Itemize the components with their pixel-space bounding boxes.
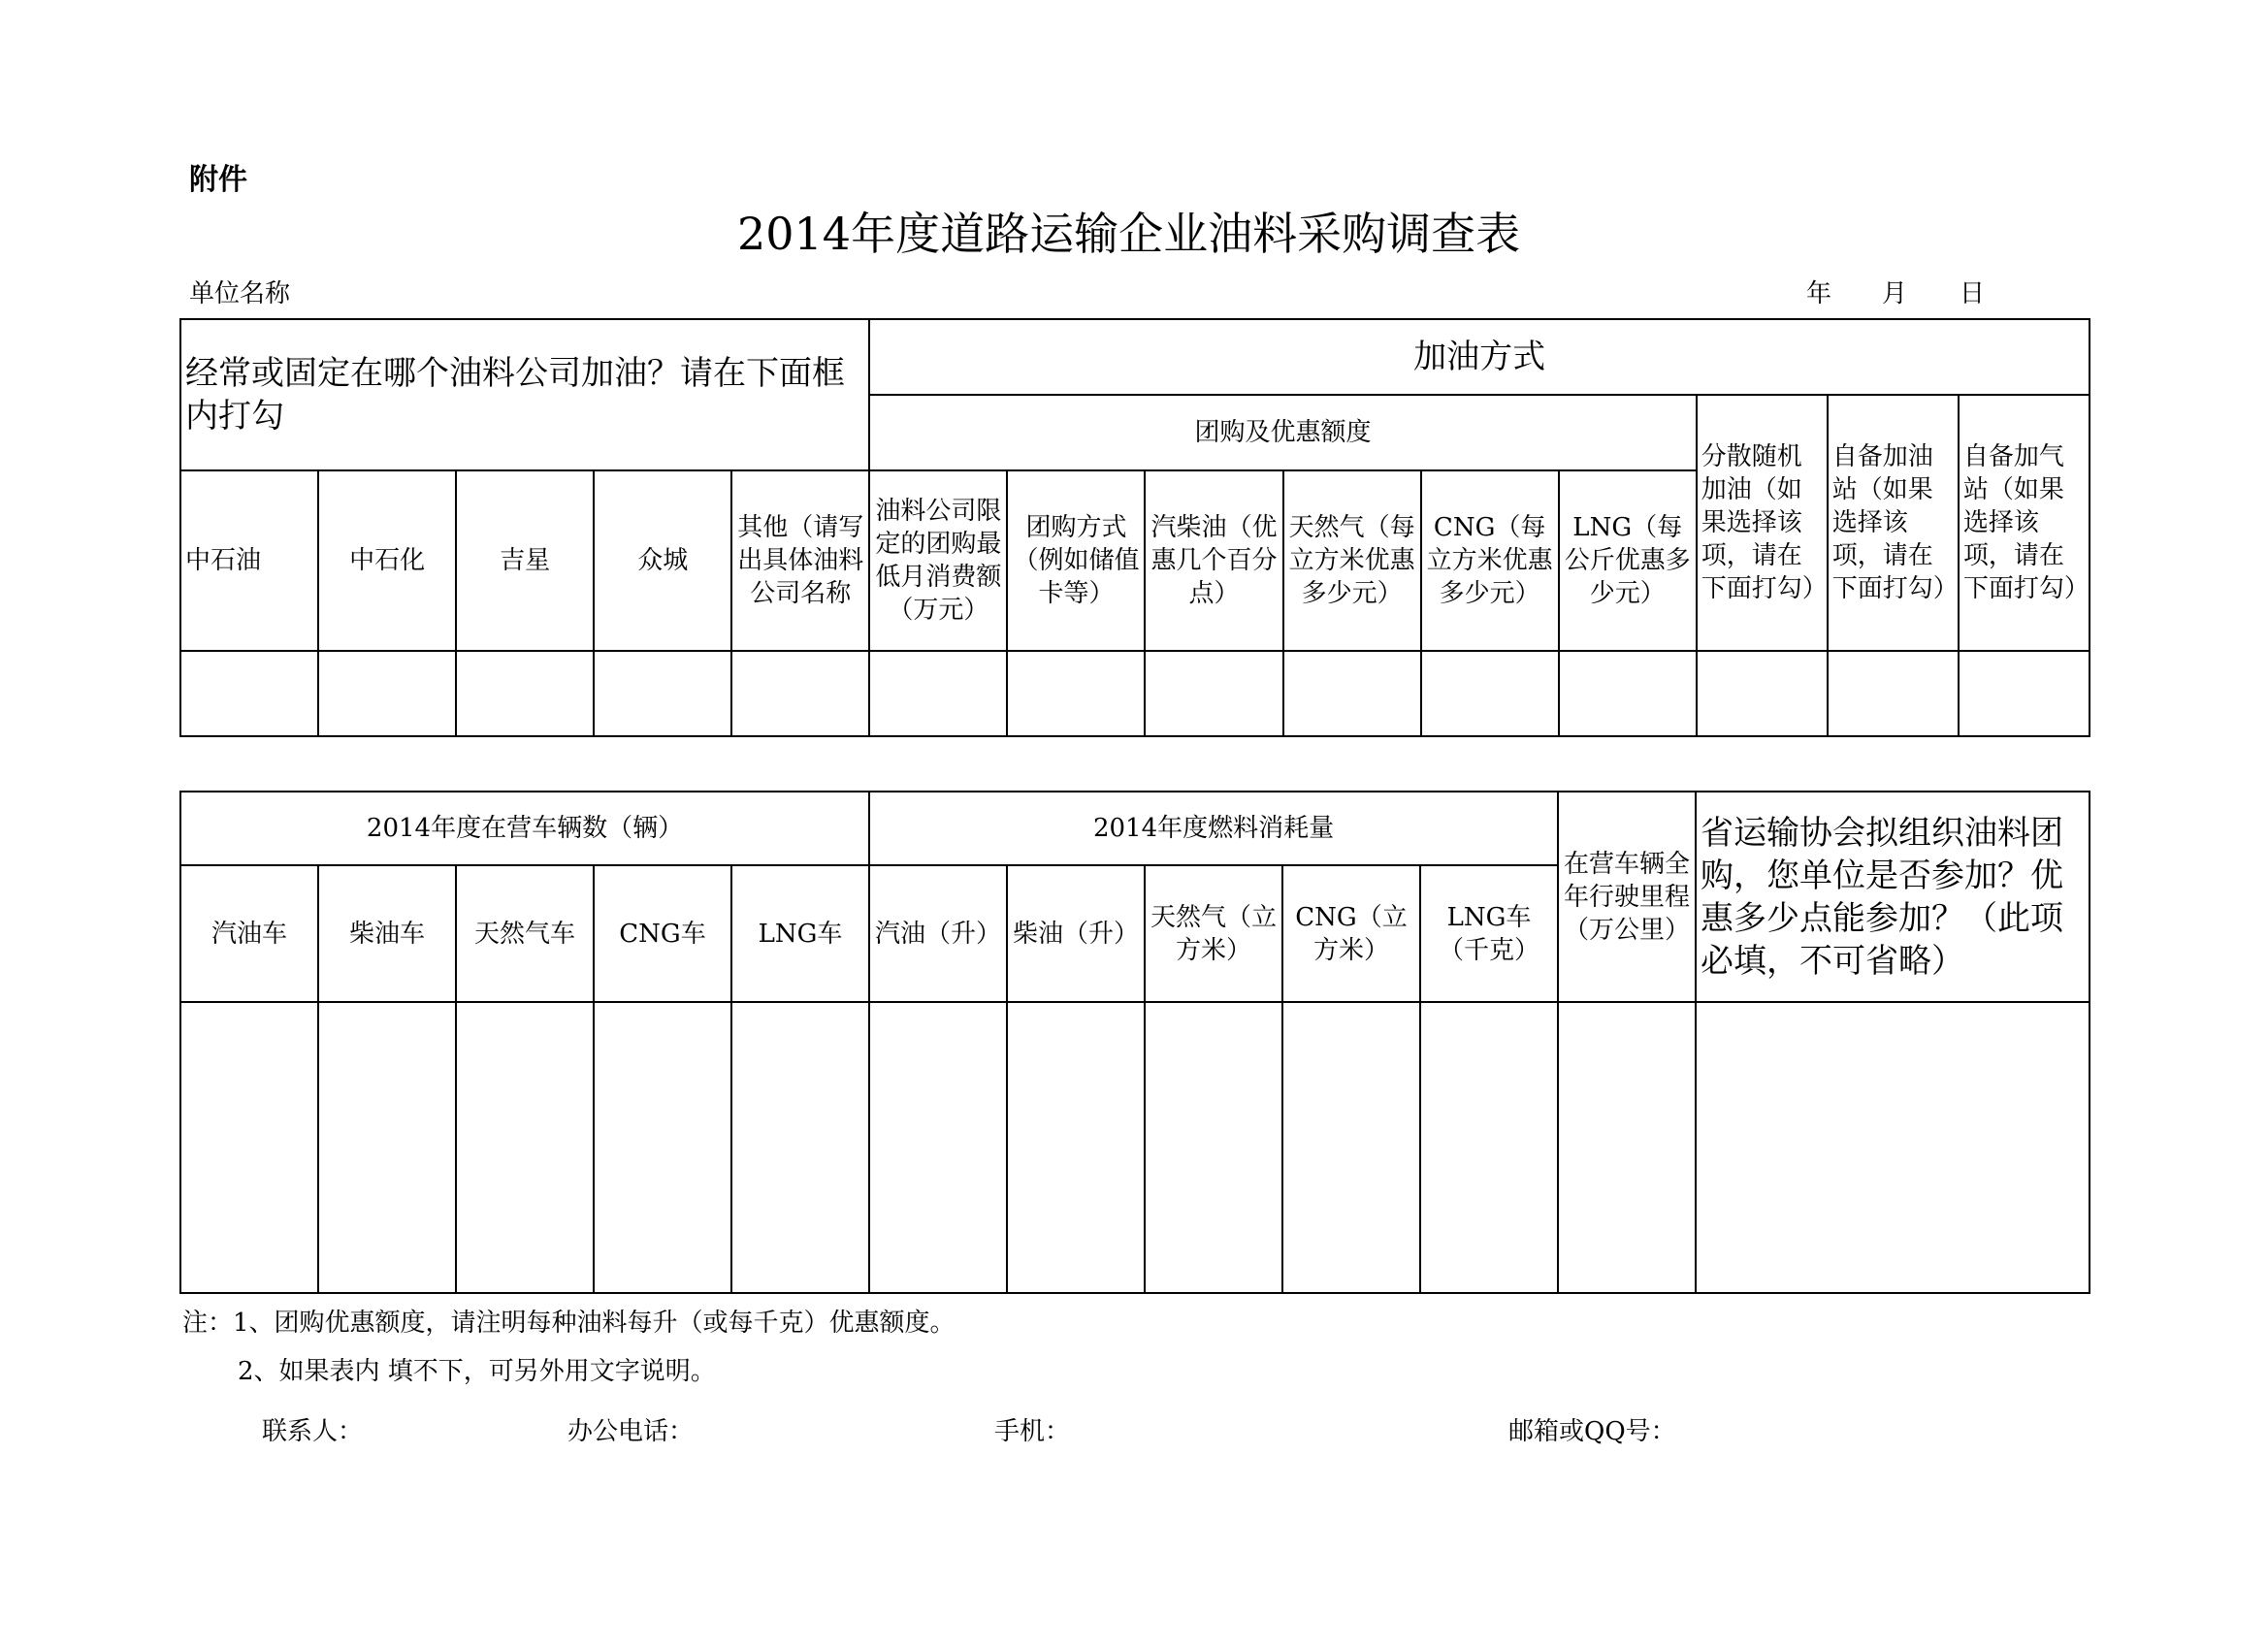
vehicle-type-header: CNG车 [594,865,731,1002]
email-qq-label: 邮箱或QQ号： [1508,1417,1676,1446]
consumption-table [179,791,2090,1294]
company-header: 其他（请写出具体油料公司名称 [731,470,869,651]
unit-name-label: 单位名称 [189,279,291,308]
fuel-consumption-header: 2014年度燃料消耗量 [869,792,1558,865]
fill-cell[interactable] [1145,651,1282,736]
fuel-type-header: LNG车（千克） [1420,865,1558,1002]
vehicle-type-header: 汽油车 [180,865,318,1002]
group-purchase-header: 团购及优惠额度 [869,395,1696,470]
vehicle-type-header: 天然气车 [456,865,594,1002]
company-header: 吉星 [456,470,594,651]
fill-cell[interactable] [456,651,594,736]
fill-cell[interactable] [1697,651,1828,736]
group-col-header: CNG（每立方米优惠多少元） [1421,470,1559,651]
fill-cell[interactable] [594,651,731,736]
fuel-type-header: 柴油（升） [1007,865,1145,1002]
fill-cell[interactable] [180,1002,318,1293]
attachment-label: 附件 [189,163,247,197]
group-col-header: LNG（每公斤优惠多少元） [1559,470,1697,651]
fill-cell[interactable] [1283,651,1421,736]
fill-cell[interactable] [1421,651,1559,736]
fill-cell[interactable] [869,651,1007,736]
date-day: 日 [1960,279,1986,308]
scattered-fueling-header: 分散随机加油（如果选择该项，请在下面打勾） [1697,395,1828,651]
vehicle-count-header: 2014年度在营车辆数（辆） [180,792,869,865]
form-title: 2014年度道路运输企业油料采购调查表 [737,208,1521,260]
fuel-type-header: 汽油（升） [869,865,1007,1002]
company-header: 中石化 [318,470,456,651]
contact-person-label: 联系人： [262,1417,364,1446]
mileage-header: 在营车辆全年行驶里程（万公里） [1558,792,1696,1002]
fill-cell[interactable] [1007,651,1145,736]
mobile-label: 手机： [994,1417,1071,1446]
vehicle-type-header: 柴油车 [318,865,456,1002]
participation-question: 省运输协会拟组织油料团购，您单位是否参加？优惠多少点能参加？（此项必填，不可省略） [1696,792,2090,1002]
fill-cell[interactable] [318,1002,456,1293]
fill-cell[interactable] [456,1002,594,1293]
date-month: 月 [1882,279,1908,308]
group-col-header: 汽柴油（优惠几个百分点） [1145,470,1282,651]
fuel-type-header: CNG（立方米） [1282,865,1420,1002]
office-phone-label: 办公电话： [567,1417,695,1446]
date-year: 年 [1806,279,1832,308]
vehicle-type-header: LNG车 [731,865,869,1002]
fueling-method-header: 加油方式 [869,319,2090,395]
self-oil-station-header: 自备加油站（如果选择该项，请在下面打勾） [1828,395,1959,651]
fill-cell[interactable] [1696,1002,2090,1293]
fill-cell[interactable] [1145,1002,1282,1293]
group-col-header: 团购方式（例如储值卡等） [1007,470,1145,651]
group-col-header: 天然气（每立方米优惠多少元） [1283,470,1421,651]
fill-cell[interactable] [731,1002,869,1293]
company-header: 众城 [594,470,731,651]
fill-cell[interactable] [1558,1002,1696,1293]
self-gas-station-header: 自备加气站（如果选择该项，请在下面打勾） [1959,395,2090,651]
fill-cell[interactable] [1420,1002,1558,1293]
fuel-type-header: 天然气（立方米） [1145,865,1282,1002]
fill-cell[interactable] [1828,651,1959,736]
fill-cell[interactable] [318,651,456,736]
company-question: 经常或固定在哪个油料公司加油？请在下面框内打勾 [180,319,869,470]
fueling-table [179,318,2090,737]
fill-cell[interactable] [1282,1002,1420,1293]
note-2: 2、如果表内 填不下，可另外用文字说明。 [238,1357,716,1386]
fill-cell[interactable] [1959,651,2090,736]
fill-cell[interactable] [594,1002,731,1293]
company-header: 中石油 [180,470,318,651]
fill-cell[interactable] [869,1002,1007,1293]
fill-cell[interactable] [1007,1002,1145,1293]
fill-cell[interactable] [180,651,318,736]
note-1: 注：1、团购优惠额度，请注明每种油料每升（或每千克）优惠额度。 [182,1309,956,1338]
fill-cell[interactable] [1559,651,1697,736]
fill-cell[interactable] [731,651,869,736]
group-col-header: 油料公司限定的团购最低月消费额（万元） [869,470,1007,651]
